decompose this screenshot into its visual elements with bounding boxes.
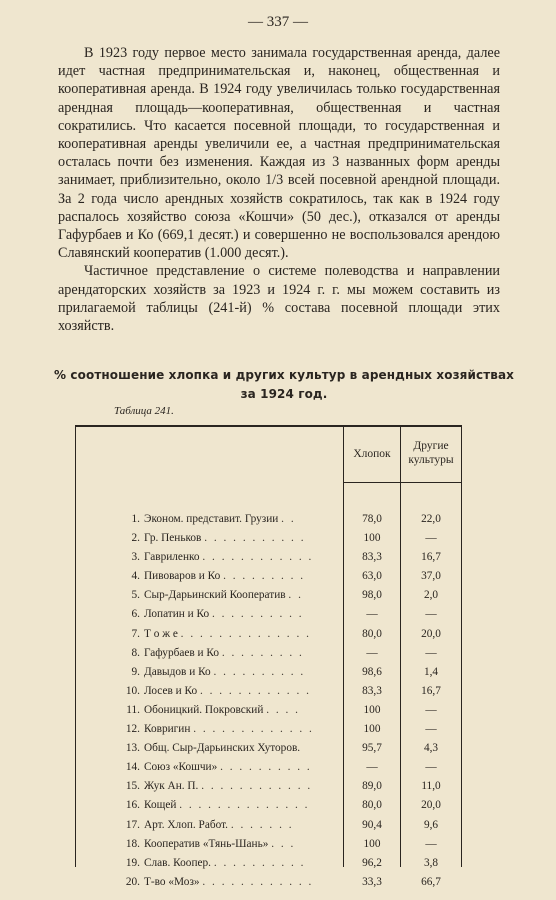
cell-other: 66,7	[421, 875, 441, 888]
cell-other: 9,6	[423, 818, 439, 831]
row-name	[144, 608, 336, 620]
row-name-text: Гафурбаев и Ко	[144, 646, 220, 659]
leader-dots: . . . . . . . . . . . . . .	[179, 799, 310, 812]
row-name-text: Сыр-Дарьинский Кооператив	[144, 589, 286, 602]
data-table	[75, 425, 462, 888]
table-row	[76, 664, 461, 683]
cell-cotton: 80,0	[362, 627, 382, 640]
row-name-text: Арт. Хлоп. Работ.	[144, 818, 228, 831]
cell-cotton: 98,6	[362, 665, 382, 678]
cell-other: —	[425, 608, 437, 621]
row-name-text: Эконом. представит. Грузии	[144, 513, 279, 525]
cell-other: —	[425, 761, 437, 774]
cell-cotton: 96,2	[362, 856, 382, 869]
row-name-text: Обоницкий. Покровский	[144, 703, 264, 716]
table-row	[76, 626, 461, 645]
row-name-text: Т о ж е	[144, 627, 178, 640]
row-number: 11.	[126, 703, 140, 716]
cell-cotton: 98,0	[362, 589, 382, 602]
row-name	[144, 513, 336, 525]
leader-dots: . . .	[271, 837, 296, 850]
row-name	[144, 551, 336, 563]
leader-dots: . .	[288, 589, 303, 602]
table-row	[76, 817, 461, 836]
row-name	[144, 628, 336, 640]
row-number: 10.	[125, 684, 140, 697]
row-number: 20.	[125, 875, 140, 888]
leader-dots: . . . . . . . . . .	[213, 665, 306, 678]
cell-other: —	[425, 837, 437, 850]
cell-cotton: 83,3	[362, 684, 382, 697]
row-number: 13.	[125, 742, 140, 755]
row-name	[144, 780, 336, 792]
leader-dots: . . . . . . . . . . . . . .	[180, 627, 311, 640]
table-caption: Таблица 241.	[114, 405, 174, 417]
table-row	[76, 759, 461, 778]
leader-dots: . . . . . . . . . .	[211, 608, 304, 621]
cell-cotton: —	[366, 608, 378, 621]
cell-other: 20,0	[421, 627, 441, 640]
table-row	[76, 874, 461, 893]
table-body	[76, 511, 461, 893]
column-header-other	[401, 439, 461, 467]
cell-other: —	[425, 723, 437, 736]
row-name-text: Давыдов и Ко	[144, 665, 211, 678]
cell-other: 1,4	[423, 665, 439, 678]
leader-dots: . . . . . . .	[230, 818, 294, 831]
table-row	[76, 530, 461, 549]
row-number: 2.	[131, 532, 140, 545]
cell-cotton: 33,3	[362, 875, 382, 888]
row-number: 7.	[131, 627, 140, 640]
cell-other: —	[425, 646, 437, 659]
page-number: — 337 —	[248, 14, 308, 30]
cell-cotton: 100	[363, 532, 381, 545]
cell-cotton: 90,4	[362, 818, 382, 831]
row-name-text: Лосев и Ко	[144, 684, 198, 697]
table-row	[76, 568, 461, 587]
row-number: 18.	[125, 837, 140, 850]
table-row	[76, 797, 461, 816]
table-row	[76, 606, 461, 625]
table-row	[76, 511, 461, 530]
table-row	[76, 836, 461, 855]
column-header-cotton: Хлопок	[353, 448, 391, 460]
cell-other: —	[425, 703, 437, 716]
row-number: 15.	[125, 780, 140, 793]
row-number: 17.	[125, 818, 140, 831]
cell-other: —	[425, 532, 437, 545]
row-name-text: Пивоваров и Ко	[144, 570, 221, 583]
cell-cotton: 100	[363, 703, 381, 716]
row-name-text: Гавриленко	[144, 551, 200, 564]
cell-cotton: 100	[363, 837, 381, 850]
cell-cotton: —	[366, 646, 378, 659]
row-name	[144, 761, 336, 773]
row-name-text: Кооператив «Тянь-Шань»	[144, 837, 269, 850]
row-name	[144, 876, 336, 888]
leader-dots: . . . . . . . . . . . .	[202, 875, 314, 888]
leader-dots: . .	[281, 513, 296, 525]
table-row	[76, 645, 461, 664]
table-title	[40, 366, 528, 404]
leader-dots: . . . . . . . . . .	[220, 761, 312, 774]
row-name	[144, 570, 336, 582]
leader-dots: . . . . . . . . . . .	[204, 532, 306, 545]
table-row	[76, 740, 461, 759]
leader-dots: . . . . . . . . . . . .	[202, 551, 314, 564]
leader-dots: . . . . . . . . . . . . .	[193, 723, 314, 736]
cell-other: 16,7	[421, 551, 441, 564]
paragraph-2: Частичное представление о системе полеводства и направлении арендаторских хозяйств за 1923 и 1924 г. г. мы можем составить из прилагаемой таблицы (241-й) % состава посевной площади этих хозяйств.	[58, 263, 500, 335]
row-number: 14.	[125, 761, 140, 774]
table-title-line-2: за 1924 год.	[240, 387, 328, 401]
row-name	[144, 742, 336, 754]
cell-cotton: 89,0	[362, 780, 382, 793]
table-row	[76, 855, 461, 874]
row-number: 4.	[131, 570, 140, 583]
leader-dots: . . . . . . . . . .	[213, 856, 306, 869]
row-number: 1.	[131, 513, 140, 525]
column-header-other-line-1: Другие	[413, 440, 449, 452]
row-name-text: Общ. Сыр-Дарьинских Хуторов.	[144, 742, 301, 755]
cell-cotton: 95,7	[362, 742, 382, 755]
cell-other: 16,7	[421, 684, 441, 697]
cell-other: 2,0	[423, 589, 439, 602]
cell-other: 4,3	[423, 742, 439, 755]
row-number: 19.	[125, 856, 140, 869]
leader-dots: . . . . . . . . . . . .	[201, 780, 313, 793]
row-number: 8.	[131, 646, 140, 659]
row-name-text: Т-во «Моз»	[144, 875, 200, 888]
cell-other: 11,0	[421, 780, 441, 793]
row-name-text: Кощей	[144, 799, 177, 812]
table-row	[76, 702, 461, 721]
row-name	[144, 857, 336, 869]
leader-dots: . . . . . . . . . . . .	[199, 684, 311, 697]
row-number: 9.	[131, 665, 140, 678]
row-number: 16.	[125, 799, 140, 812]
leader-dots: . . . .	[266, 703, 300, 716]
body-text	[58, 44, 500, 335]
row-name	[144, 666, 336, 678]
cell-other: 37,0	[421, 570, 441, 583]
table-row	[76, 778, 461, 797]
table-row	[76, 683, 461, 702]
paragraph-1: В 1923 году первое место занимала государственная аренда, далее идет частная предпринимательская и, наконец, общественная и кооперативная аренда. В 1924 году увеличилась только государственная арендная площадь—кооперативная, общественная и частная сократились. Что касается посевной площади, то государственная и кооперативная аренды увеличили ее, а частная предпринимательская осталась почти без изменения. Каждая из 3 названных форм аренды занимает, приблизительно, около 1/3 всей посевной арендной площади. За 2 года число арендных хозяйств сократилось, так как в 1924 году распалось хозяйство союза «Кошчи» (50 дес.), отказался от аренды Гафурбаев и Ко (669,1 десят.) и совершенно не воспользовался арендою Славянский кооператив (1.000 десят.).	[58, 45, 500, 262]
row-name	[144, 685, 336, 697]
table-title-line-1: % соотношение хлопка и других культур в арендных хозяйствах	[54, 368, 514, 382]
cell-cotton: 100	[363, 723, 381, 736]
cell-cotton: —	[366, 761, 378, 774]
row-number: 12.	[125, 723, 140, 736]
table-row	[76, 587, 461, 606]
leader-dots: . . . . . . . . .	[221, 646, 304, 659]
header-divider	[343, 482, 461, 483]
cell-other: 3,8	[423, 856, 439, 869]
row-name-text: Жук Ан. П.	[144, 780, 199, 793]
cell-other: 20,0	[421, 799, 441, 812]
row-name-text: Союз «Кошчи»	[144, 761, 218, 774]
table-row	[76, 549, 461, 568]
cell-cotton: 63,0	[362, 570, 382, 583]
row-name-text: Ковригин	[144, 723, 191, 736]
leader-dots: . . . . . . . . .	[223, 570, 306, 583]
cell-other: 22,0	[421, 513, 441, 525]
row-name	[144, 799, 336, 811]
row-name	[144, 532, 336, 544]
cell-cotton: 80,0	[362, 799, 382, 812]
row-name	[144, 819, 336, 831]
row-name-text: Гр. Пеньков	[144, 532, 202, 545]
row-name	[144, 838, 336, 850]
table-row	[76, 721, 461, 740]
row-name	[144, 647, 336, 659]
column-header-other-line-2: культуры	[408, 454, 454, 466]
row-name-text: Слав. Коопер.	[144, 856, 211, 869]
row-name	[144, 723, 336, 735]
row-number: 6.	[131, 608, 140, 621]
row-name	[144, 589, 336, 601]
row-number: 3.	[131, 551, 140, 564]
row-number: 5.	[131, 589, 140, 602]
cell-cotton: 83,3	[362, 551, 382, 564]
cell-cotton: 78,0	[362, 513, 382, 525]
row-name-text: Лопатин и Ко	[144, 608, 210, 621]
row-name	[144, 704, 336, 716]
